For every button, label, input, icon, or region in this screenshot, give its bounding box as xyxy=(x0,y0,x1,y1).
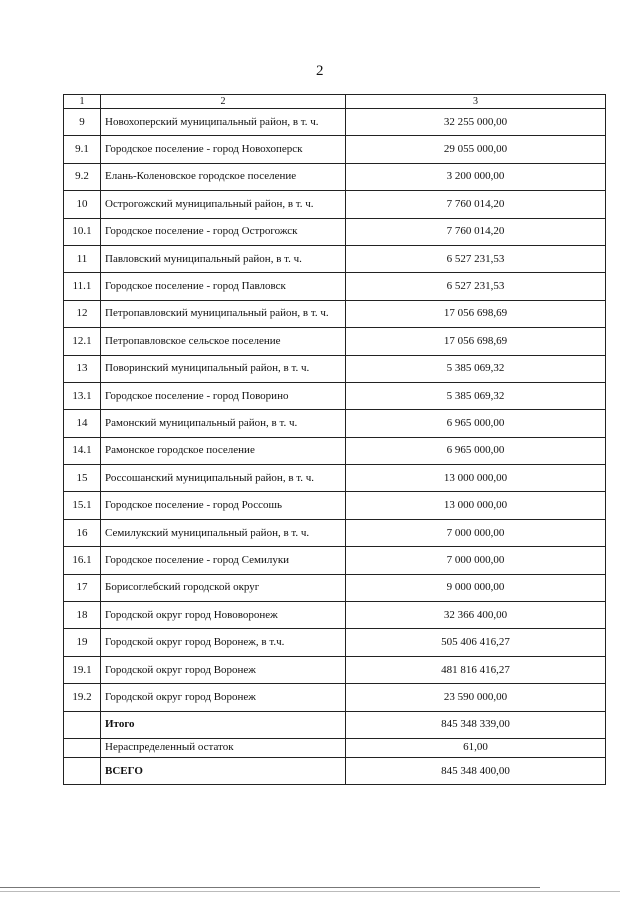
table-row xyxy=(64,684,606,711)
row-amount: 17 056 698,69 xyxy=(346,300,606,327)
row-amount: 6 527 231,53 xyxy=(346,245,606,272)
grand-total-number-cell xyxy=(64,757,101,784)
footer-divider xyxy=(0,887,540,888)
grand-total-row xyxy=(64,757,606,784)
row-name: Городское поселение - город Острогожск xyxy=(101,218,346,245)
table-header-row xyxy=(64,95,606,109)
allocation-table xyxy=(63,94,606,785)
row-number: 12.1 xyxy=(64,328,101,355)
row-number: 9 xyxy=(64,109,101,136)
table-row xyxy=(64,574,606,601)
table-row xyxy=(64,218,606,245)
table-row xyxy=(64,437,606,464)
row-number: 12 xyxy=(64,300,101,327)
row-number: 19.2 xyxy=(64,684,101,711)
total-row xyxy=(64,711,606,738)
row-amount: 32 255 000,00 xyxy=(346,109,606,136)
row-amount: 3 200 000,00 xyxy=(346,163,606,190)
header-cell-2: 2 xyxy=(101,95,346,109)
table-row xyxy=(64,300,606,327)
row-amount: 17 056 698,69 xyxy=(346,328,606,355)
table-row xyxy=(64,410,606,437)
row-name: Городской округ город Воронеж xyxy=(101,684,346,711)
table-row xyxy=(64,656,606,683)
row-amount: 7 000 000,00 xyxy=(346,519,606,546)
remainder-number-cell xyxy=(64,738,101,757)
row-name: Рамонское городское поселение xyxy=(101,437,346,464)
row-number: 10.1 xyxy=(64,218,101,245)
row-name: Городское поселение - город Поворино xyxy=(101,382,346,409)
table-row xyxy=(64,245,606,272)
row-name: Семилукский муниципальный район, в т. ч. xyxy=(101,519,346,546)
row-name: Петропавловский муниципальный район, в т. ч. xyxy=(101,300,346,327)
table-row xyxy=(64,163,606,190)
row-amount: 29 055 000,00 xyxy=(346,136,606,163)
row-number: 15 xyxy=(64,465,101,492)
table-row xyxy=(64,273,606,300)
row-amount: 23 590 000,00 xyxy=(346,684,606,711)
row-name: Городское поселение - город Павловск xyxy=(101,273,346,300)
table-row xyxy=(64,355,606,382)
row-name: Городской округ город Нововоронеж xyxy=(101,602,346,629)
row-number: 9.1 xyxy=(64,136,101,163)
row-amount: 5 385 069,32 xyxy=(346,355,606,382)
row-number: 10 xyxy=(64,191,101,218)
table-row xyxy=(64,328,606,355)
row-name: Городское поселение - город Новохоперск xyxy=(101,136,346,163)
table-row xyxy=(64,136,606,163)
row-name: Городской округ город Воронеж, в т.ч. xyxy=(101,629,346,656)
row-number: 18 xyxy=(64,602,101,629)
table-row xyxy=(64,465,606,492)
row-name: Борисоглебский городской округ xyxy=(101,574,346,601)
row-name: Рамонский муниципальный район, в т. ч. xyxy=(101,410,346,437)
row-number: 11.1 xyxy=(64,273,101,300)
row-name: Острогожский муниципальный район, в т. ч. xyxy=(101,191,346,218)
row-number: 9.2 xyxy=(64,163,101,190)
footer-divider-secondary xyxy=(0,891,620,892)
table-row xyxy=(64,602,606,629)
row-name: Елань-Коленовское городское поселение xyxy=(101,163,346,190)
row-amount: 7 000 000,00 xyxy=(346,547,606,574)
table-row xyxy=(64,109,606,136)
row-number: 16.1 xyxy=(64,547,101,574)
row-amount: 13 000 000,00 xyxy=(346,492,606,519)
row-number: 13 xyxy=(64,355,101,382)
row-number: 15.1 xyxy=(64,492,101,519)
total-label: Итого xyxy=(101,711,346,738)
remainder-row xyxy=(64,738,606,757)
table-row xyxy=(64,492,606,519)
row-number: 11 xyxy=(64,245,101,272)
row-number: 19 xyxy=(64,629,101,656)
row-name: Городской округ город Воронеж xyxy=(101,656,346,683)
header-cell-1: 1 xyxy=(64,95,101,109)
row-name: Городское поселение - город Россошь xyxy=(101,492,346,519)
row-amount: 505 406 416,27 xyxy=(346,629,606,656)
grand-total-label: ВСЕГО xyxy=(101,757,346,784)
row-number: 17 xyxy=(64,574,101,601)
row-number: 16 xyxy=(64,519,101,546)
table-row xyxy=(64,519,606,546)
row-amount: 13 000 000,00 xyxy=(346,465,606,492)
row-amount: 7 760 014,20 xyxy=(346,218,606,245)
table-row xyxy=(64,191,606,218)
row-name: Поворинский муниципальный район, в т. ч. xyxy=(101,355,346,382)
table-row xyxy=(64,382,606,409)
row-amount: 9 000 000,00 xyxy=(346,574,606,601)
row-name: Павловский муниципальный район, в т. ч. xyxy=(101,245,346,272)
row-amount: 6 965 000,00 xyxy=(346,410,606,437)
row-number: 13.1 xyxy=(64,382,101,409)
row-number: 14.1 xyxy=(64,437,101,464)
row-amount: 7 760 014,20 xyxy=(346,191,606,218)
row-name: Городское поселение - город Семилуки xyxy=(101,547,346,574)
row-name: Новохоперский муниципальный район, в т. ч. xyxy=(101,109,346,136)
remainder-label: Нераспределенный остаток xyxy=(101,738,346,757)
total-amount: 845 348 339,00 xyxy=(346,711,606,738)
row-name: Петропавловское сельское поселение xyxy=(101,328,346,355)
row-number: 14 xyxy=(64,410,101,437)
row-amount: 481 816 416,27 xyxy=(346,656,606,683)
row-amount: 6 527 231,53 xyxy=(346,273,606,300)
remainder-amount: 61,00 xyxy=(346,738,606,757)
grand-total-amount: 845 348 400,00 xyxy=(346,757,606,784)
table-row xyxy=(64,547,606,574)
page-number: 2 xyxy=(316,63,324,79)
row-amount: 5 385 069,32 xyxy=(346,382,606,409)
header-cell-3: 3 xyxy=(346,95,606,109)
row-number: 19.1 xyxy=(64,656,101,683)
row-amount: 32 366 400,00 xyxy=(346,602,606,629)
row-amount: 6 965 000,00 xyxy=(346,437,606,464)
table-row xyxy=(64,629,606,656)
total-number-cell xyxy=(64,711,101,738)
row-name: Россошанский муниципальный район, в т. ч. xyxy=(101,465,346,492)
